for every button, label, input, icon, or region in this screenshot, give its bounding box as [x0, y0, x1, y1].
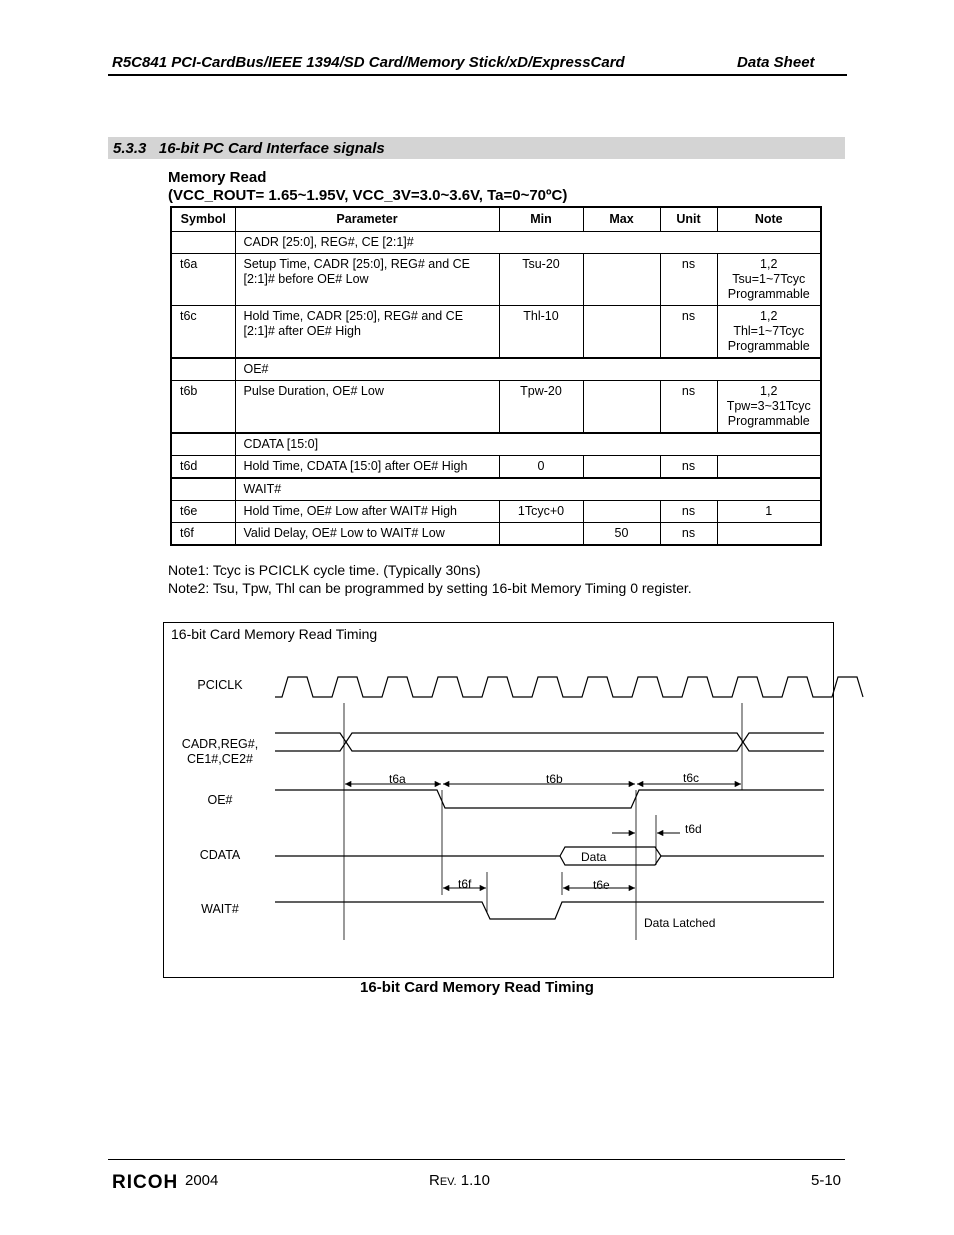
ricoh-logo-mark [110, 1170, 179, 1193]
unit-cell: ns [660, 254, 717, 306]
document-type: Data Sheet [737, 54, 815, 71]
parameter-cell: Hold Time, CADR [25:0], REG# and CE [2:1]# after OE# High [235, 306, 499, 359]
note-line: Programmable [727, 414, 810, 428]
column-header: Symbol [171, 207, 235, 232]
parameter-cell: Hold Time, OE# Low after WAIT# High [235, 501, 499, 523]
note-line: 1,2 [760, 309, 778, 323]
unit-cell: ns [660, 306, 717, 359]
footer-revision: REV. 1.10 [429, 1172, 490, 1189]
parameter-cell: Pulse Duration, OE# Low [235, 381, 499, 434]
footer-rule [108, 1159, 845, 1160]
symbol-cell: t6b [171, 381, 235, 434]
signal-label-cdata: CDATA [199, 848, 241, 862]
label-t6e: t6e [593, 878, 610, 892]
note-line: Tpw=3~31Tcyc [726, 399, 811, 413]
pciclk-trace [275, 677, 863, 697]
symbol-cell: t6f [171, 523, 235, 546]
signal-label-pciclk: PCICLK [197, 678, 243, 692]
note-line: 1,2 [760, 384, 778, 398]
unit-cell: ns [660, 523, 717, 546]
timing-diagram-title: 16-bit Card Memory Read Timing [171, 626, 378, 642]
symbol-cell: t6a [171, 254, 235, 306]
label-t6c: t6c [683, 771, 700, 785]
note-line: Tsu=1~7Tcyc [732, 272, 806, 286]
memory-read-title: Memory Read [168, 169, 267, 186]
footer-year: 2004 [185, 1172, 219, 1189]
parameter-cell: Setup Time, CADR [25:0], REG# and CE [2:1]# before OE# Low [235, 254, 499, 306]
label-t6f: t6f [458, 877, 472, 891]
unit-cell: ns [660, 501, 717, 523]
symbol-cell: t6d [171, 456, 235, 479]
min-cell: Tsu-20 [499, 254, 583, 306]
parameter-cell: Valid Delay, OE# Low to WAIT# Low [235, 523, 499, 546]
memory-read-conditions: (VCC_ROUT= 1.65~1.95V, VCC_3V=3.0~3.6V, Ta=0~70ºC) [168, 187, 568, 204]
note-2: Note2: Tsu, Tpw, Thl can be programmed by setting 16-bit Memory Timing 0 register. [168, 580, 692, 596]
label-t6d: t6d [685, 822, 702, 836]
oe-waveform [275, 790, 824, 808]
min-cell: 0 [499, 456, 583, 479]
note-line: Programmable [727, 287, 810, 301]
svg-text:RICOH: RICOH [112, 1172, 179, 1193]
timing-labels [389, 771, 715, 930]
signal-label-wait: WAIT# [201, 902, 239, 916]
min-cell: 1Tcyc+0 [499, 501, 583, 523]
label-t6b: t6b [546, 772, 563, 786]
signal-label-cadr: CADR,REG#, CE1#,CE2# [181, 737, 259, 766]
note-line: 1 [765, 504, 773, 518]
column-header: Max [583, 207, 660, 232]
document-title: R5C841 PCI-CardBus/IEEE 1394/SD Card/Memory Stick/xD/ExpressCard [112, 54, 625, 71]
column-header: Note [717, 207, 821, 232]
max-cell: 50 [583, 523, 660, 546]
timing-arrows [345, 784, 741, 888]
note-line: Thl=1~7Tcyc [733, 324, 805, 338]
wait-waveform [275, 902, 824, 919]
note-line: 1,2 [760, 257, 778, 271]
note-1: Note1: Tcyc is PCICLK cycle time. (Typically 30ns) [168, 562, 481, 578]
parameter-cell: Hold Time, CDATA [15:0] after OE# High [235, 456, 499, 479]
pciclk-waveform [275, 677, 863, 697]
label-data-latched: Data Latched [644, 916, 716, 930]
group-label-cell: CADR [25:0], REG#, CE [2:1]# [235, 232, 821, 254]
symbol-cell: t6c [171, 306, 235, 359]
column-header: Min [499, 207, 583, 232]
signal-label-oe: OE# [207, 793, 233, 807]
figure-caption: 16-bit Card Memory Read Timing [360, 979, 594, 996]
reference-lines [344, 703, 742, 940]
column-header: Unit [660, 207, 717, 232]
label-t6a: t6a [389, 772, 406, 786]
ricoh-logo [110, 1170, 179, 1198]
label-data: Data [581, 850, 607, 864]
note-line: Programmable [727, 339, 810, 353]
cdata-waveform [275, 847, 824, 865]
footer-page-number: 5-10 [811, 1172, 842, 1189]
unit-cell: ns [660, 456, 717, 479]
section-title: 5.3.3 16-bit PC Card Interface signals [113, 140, 385, 157]
group-label-cell: OE# [235, 358, 821, 381]
min-cell: Thl-10 [499, 306, 583, 359]
group-label-cell: WAIT# [235, 478, 821, 501]
group-label-cell: CDATA [15:0] [235, 433, 821, 456]
min-cell: Tpw-20 [499, 381, 583, 434]
symbol-cell: t6e [171, 501, 235, 523]
unit-cell: ns [660, 381, 717, 434]
column-header: Parameter [235, 207, 499, 232]
